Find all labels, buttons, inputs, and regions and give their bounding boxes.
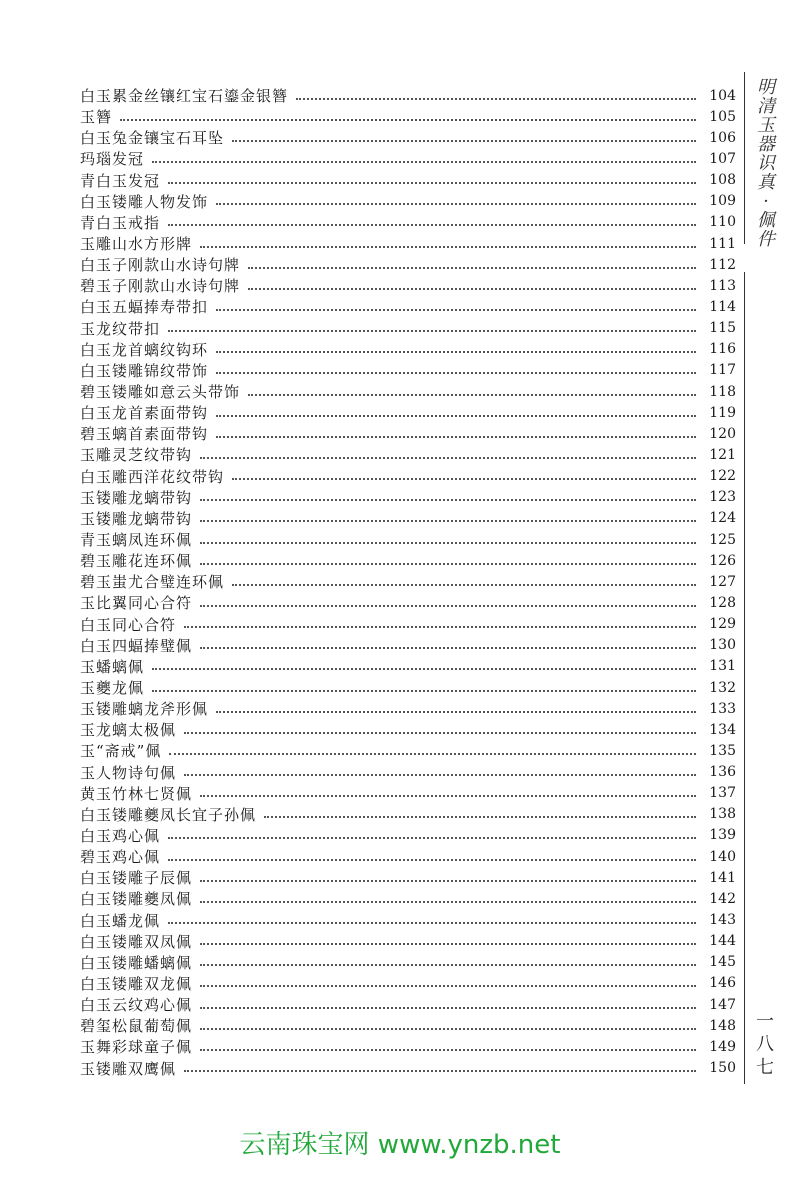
toc-entry-page: 134 bbox=[709, 721, 736, 738]
toc-entry-title: 碧玉螭首素面带钩 bbox=[80, 425, 209, 444]
toc-entry bbox=[80, 508, 736, 529]
toc-entry bbox=[80, 825, 736, 846]
running-head-char: 玉 bbox=[757, 115, 775, 136]
toc-entry-title: 白玉兔金镶宝石耳坠 bbox=[80, 129, 225, 148]
toc-entry-page: 120 bbox=[709, 425, 736, 442]
toc-entry-page: 148 bbox=[709, 1017, 736, 1034]
toc-entry-page: 112 bbox=[709, 256, 736, 273]
running-head-char: 真 bbox=[757, 172, 775, 193]
running-head-char: 件 bbox=[757, 229, 775, 250]
toc-entry-page: 124 bbox=[709, 510, 736, 527]
toc-leader-dots bbox=[168, 182, 696, 184]
toc-entry-title: 白玉子刚款山水诗句牌 bbox=[80, 256, 241, 275]
folio-char: 八 bbox=[756, 1034, 774, 1055]
toc-entry bbox=[80, 360, 736, 381]
toc-entry-title: 黄玉竹林七贤佩 bbox=[80, 784, 193, 803]
toc-entry bbox=[80, 952, 736, 973]
toc-entry-page: 150 bbox=[709, 1060, 736, 1077]
toc-entry-title: 玛瑙发冠 bbox=[80, 150, 145, 169]
toc-entry bbox=[80, 444, 736, 465]
toc-entry-title: 白玉镂雕夔凤长宜子孙佩 bbox=[80, 805, 257, 824]
toc-entry bbox=[80, 635, 736, 656]
toc-entry-page: 116 bbox=[709, 341, 736, 358]
toc-entry-page: 128 bbox=[709, 594, 736, 611]
toc-entry-title: 玉蟠螭佩 bbox=[80, 657, 145, 676]
toc-entry-title: 白玉累金丝镶红宝石鎏金银簪 bbox=[80, 87, 289, 106]
toc-leader-dots bbox=[200, 457, 696, 459]
toc-leader-dots bbox=[200, 901, 696, 903]
toc-entry bbox=[80, 1057, 736, 1078]
toc-entry-page: 138 bbox=[709, 806, 736, 823]
toc-leader-dots bbox=[216, 351, 696, 353]
watermark: 云南珠宝网 www.ynzb.net bbox=[239, 1130, 561, 1160]
toc-leader-dots bbox=[200, 542, 696, 544]
toc-leader-dots bbox=[200, 1028, 696, 1030]
toc-entry-page: 119 bbox=[709, 404, 736, 421]
toc-entry bbox=[80, 487, 736, 508]
toc-entry bbox=[80, 529, 736, 550]
toc-leader-dots bbox=[200, 985, 696, 987]
toc-entry bbox=[80, 233, 736, 254]
toc-leader-dots bbox=[200, 520, 696, 522]
toc-entry-title: 玉雕山水方形牌 bbox=[80, 235, 193, 254]
toc-entry-title: 玉龙纹带扣 bbox=[80, 319, 161, 338]
toc-entry bbox=[80, 571, 736, 592]
toc-entry-page: 147 bbox=[709, 996, 736, 1013]
toc-leader-dots bbox=[168, 330, 696, 332]
toc-entry-title: 白玉镂雕双凤佩 bbox=[80, 932, 193, 951]
toc-entry bbox=[80, 466, 736, 487]
toc-entry-page: 105 bbox=[709, 108, 736, 125]
toc-entry-title: 碧玉雕花连环佩 bbox=[80, 552, 193, 571]
toc-entry-page: 144 bbox=[709, 933, 736, 950]
toc-entry-title: 白玉龙首螭纹钩环 bbox=[80, 340, 209, 359]
toc-entry bbox=[80, 106, 736, 127]
toc-entry-title: 玉簪 bbox=[80, 108, 113, 127]
toc-entry-page: 106 bbox=[709, 129, 736, 146]
toc-leader-dots bbox=[248, 394, 696, 396]
toc-entry-page: 137 bbox=[709, 785, 736, 802]
toc-leader-dots bbox=[200, 880, 696, 882]
toc-entry-title: 青玉螭凤连环佩 bbox=[80, 531, 193, 550]
toc-entry bbox=[80, 1015, 736, 1036]
toc-leader-dots bbox=[200, 647, 696, 649]
toc-entry-title: 碧玉鸡心佩 bbox=[80, 848, 161, 867]
toc-leader-dots bbox=[248, 288, 696, 290]
table-of-contents bbox=[80, 85, 736, 1079]
toc-entry bbox=[80, 170, 736, 191]
toc-entry-page: 133 bbox=[709, 700, 736, 717]
toc-entry bbox=[80, 677, 736, 698]
toc-leader-dots bbox=[216, 309, 696, 311]
toc-entry bbox=[80, 804, 736, 825]
toc-leader-dots bbox=[200, 246, 696, 248]
toc-entry-page: 145 bbox=[709, 954, 736, 971]
toc-entry-title: 白玉同心合符 bbox=[80, 615, 177, 634]
toc-entry bbox=[80, 423, 736, 444]
toc-leader-dots bbox=[216, 711, 696, 713]
toc-entry-title: 白玉镂雕子辰佩 bbox=[80, 869, 193, 888]
toc-entry-title: 玉比翼同心合符 bbox=[80, 594, 193, 613]
toc-entry-title: 玉“斋戒”佩 bbox=[80, 742, 162, 761]
toc-entry-page: 143 bbox=[709, 912, 736, 929]
toc-entry bbox=[80, 994, 736, 1015]
toc-leader-dots bbox=[216, 203, 696, 205]
toc-entry-page: 142 bbox=[709, 890, 736, 907]
toc-entry bbox=[80, 550, 736, 571]
toc-entry-title: 玉镂雕螭龙斧形佩 bbox=[80, 700, 209, 719]
toc-entry bbox=[80, 296, 736, 317]
toc-entry-page: 129 bbox=[709, 616, 736, 633]
toc-entry-page: 135 bbox=[709, 742, 736, 759]
toc-entry bbox=[80, 846, 736, 867]
toc-entry-title: 玉镂雕龙螭带钩 bbox=[80, 509, 193, 528]
toc-entry-page: 118 bbox=[709, 383, 736, 400]
toc-entry-title: 碧玉蚩尤合璧连环佩 bbox=[80, 573, 225, 592]
toc-leader-dots bbox=[200, 605, 696, 607]
running-head-char: · bbox=[763, 191, 769, 212]
toc-entry bbox=[80, 318, 736, 339]
toc-leader-dots bbox=[184, 626, 696, 628]
toc-entry bbox=[80, 191, 736, 212]
toc-entry-title: 玉夔龙佩 bbox=[80, 679, 145, 697]
toc-entry bbox=[80, 85, 736, 106]
toc-entry bbox=[80, 1036, 736, 1057]
folio-char: 七 bbox=[756, 1057, 774, 1078]
toc-entry-title: 青白玉发冠 bbox=[80, 171, 161, 190]
toc-entry bbox=[80, 127, 736, 148]
toc-leader-dots bbox=[248, 267, 696, 269]
toc-entry bbox=[80, 656, 736, 677]
margin-rule-bottom bbox=[744, 272, 745, 1084]
toc-leader-dots bbox=[264, 816, 696, 818]
toc-entry-page: 117 bbox=[709, 362, 736, 379]
toc-leader-dots bbox=[232, 478, 696, 480]
toc-entry-page: 121 bbox=[709, 446, 736, 463]
toc-entry-page: 110 bbox=[709, 214, 736, 231]
toc-leader-dots bbox=[200, 943, 696, 945]
running-head-char: 器 bbox=[757, 134, 775, 155]
toc-entry-page: 107 bbox=[709, 150, 736, 167]
toc-leader-dots bbox=[168, 837, 696, 839]
toc-entry bbox=[80, 148, 736, 169]
toc-entry-page: 125 bbox=[709, 531, 736, 548]
toc-entry-page: 132 bbox=[709, 679, 736, 696]
toc-leader-dots bbox=[200, 1049, 696, 1051]
toc-entry bbox=[80, 381, 736, 402]
toc-leader-dots bbox=[184, 1070, 696, 1072]
toc-entry bbox=[80, 275, 736, 296]
toc-entry bbox=[80, 719, 736, 740]
running-head-char: 佩 bbox=[757, 210, 775, 231]
toc-entry-page: 149 bbox=[709, 1038, 736, 1055]
toc-entry-title: 白玉镂雕双龙佩 bbox=[80, 974, 193, 993]
toc-entry bbox=[80, 740, 736, 761]
toc-leader-dots bbox=[200, 1007, 696, 1009]
folio-char: 一 bbox=[756, 1011, 774, 1032]
toc-leader-dots bbox=[152, 161, 696, 163]
running-head-char: 清 bbox=[757, 96, 775, 117]
toc-leader-dots bbox=[200, 795, 696, 797]
toc-entry bbox=[80, 867, 736, 888]
toc-entry-title: 玉舞彩球童子佩 bbox=[80, 1038, 193, 1057]
toc-entry-title: 玉镂雕双鹰佩 bbox=[80, 1059, 177, 1078]
toc-entry bbox=[80, 931, 736, 952]
toc-leader-dots bbox=[184, 732, 696, 734]
toc-leader-dots bbox=[216, 415, 696, 417]
toc-leader-dots bbox=[168, 859, 696, 861]
toc-entry-page: 113 bbox=[709, 277, 736, 294]
toc-entry bbox=[80, 698, 736, 719]
toc-entry-page: 111 bbox=[709, 235, 736, 252]
toc-leader-dots bbox=[200, 964, 696, 966]
page-number bbox=[748, 1010, 782, 1079]
toc-leader-dots bbox=[120, 119, 696, 121]
toc-entry bbox=[80, 762, 736, 783]
toc-leader-dots bbox=[232, 584, 696, 586]
toc-entry bbox=[80, 592, 736, 613]
toc-leader-dots bbox=[152, 668, 696, 670]
toc-entry-title: 碧玺松鼠葡萄佩 bbox=[80, 1017, 193, 1036]
toc-entry-page: 115 bbox=[709, 320, 736, 337]
toc-entry-title: 玉龙螭太极佩 bbox=[80, 721, 177, 740]
toc-leader-dots bbox=[200, 499, 696, 501]
running-head bbox=[749, 78, 783, 249]
toc-entry bbox=[80, 254, 736, 275]
toc-leader-dots bbox=[168, 224, 696, 226]
toc-entry-page: 131 bbox=[709, 658, 736, 675]
toc-entry-page: 123 bbox=[709, 489, 736, 506]
toc-leader-dots bbox=[232, 140, 696, 142]
toc-entry bbox=[80, 888, 736, 909]
toc-entry-title: 玉镂雕龙螭带钩 bbox=[80, 488, 193, 507]
toc-entry-title: 白玉雕西洋花纹带钩 bbox=[80, 467, 225, 486]
toc-leader-dots bbox=[152, 690, 696, 692]
running-head-char: 识 bbox=[757, 153, 775, 174]
toc-entry-page: 127 bbox=[709, 573, 736, 590]
toc-entry-page: 122 bbox=[709, 468, 736, 485]
toc-entry-page: 108 bbox=[709, 172, 736, 189]
toc-entry-page: 139 bbox=[709, 827, 736, 844]
toc-entry-title: 玉雕灵芝纹带钩 bbox=[80, 446, 193, 465]
toc-entry-page: 136 bbox=[709, 764, 736, 781]
toc-entry-title: 白玉四蝠捧璧佩 bbox=[80, 636, 193, 655]
toc-entry bbox=[80, 402, 736, 423]
toc-entry bbox=[80, 339, 736, 360]
toc-entry-page: 114 bbox=[709, 298, 736, 315]
toc-entry bbox=[80, 909, 736, 930]
toc-entry-title: 碧玉镂雕如意云头带饰 bbox=[80, 383, 241, 402]
toc-entry-page: 146 bbox=[709, 975, 736, 992]
toc-leader-dots bbox=[296, 98, 696, 100]
toc-entry-title: 青白玉戒指 bbox=[80, 213, 161, 232]
toc-entry-title: 白玉蟠龙佩 bbox=[80, 911, 161, 930]
toc-entry-page: 109 bbox=[709, 193, 736, 210]
toc-entry-title: 白玉鸡心佩 bbox=[80, 826, 161, 845]
toc-entry bbox=[80, 973, 736, 994]
toc-entry bbox=[80, 614, 736, 635]
toc-entry-title: 白玉镂雕夔凤佩 bbox=[80, 890, 193, 909]
toc-entry-title: 白玉五蝠捧寿带扣 bbox=[80, 298, 209, 317]
toc-entry-title: 白玉龙首素面带钩 bbox=[80, 404, 209, 423]
toc-leader-dots bbox=[216, 372, 696, 374]
toc-leader-dots bbox=[169, 753, 696, 755]
toc-entry-page: 141 bbox=[709, 869, 736, 886]
toc-entry-page: 104 bbox=[709, 87, 736, 104]
toc-entry-title: 白玉云纹鸡心佩 bbox=[80, 996, 193, 1015]
toc-entry-page: 140 bbox=[709, 848, 736, 865]
running-head-char: 明 bbox=[757, 77, 775, 98]
toc-leader-dots bbox=[200, 563, 696, 565]
toc-entry-title: 白玉镂雕蟠螭佩 bbox=[80, 953, 193, 972]
toc-leader-dots bbox=[216, 436, 696, 438]
toc-entry-title: 玉人物诗句佩 bbox=[80, 763, 177, 782]
toc-entry-page: 126 bbox=[709, 552, 736, 569]
toc-entry bbox=[80, 783, 736, 804]
toc-leader-dots bbox=[168, 922, 696, 924]
margin-rule-top bbox=[744, 72, 745, 244]
toc-entry-page: 130 bbox=[709, 637, 736, 654]
toc-leader-dots bbox=[184, 774, 696, 776]
toc-entry-title: 白玉镂雕锦纹带饰 bbox=[80, 361, 209, 380]
toc-entry bbox=[80, 212, 736, 233]
toc-entry-title: 白玉镂雕人物发饰 bbox=[80, 192, 209, 211]
toc-entry-title: 碧玉子刚款山水诗句牌 bbox=[80, 277, 241, 296]
